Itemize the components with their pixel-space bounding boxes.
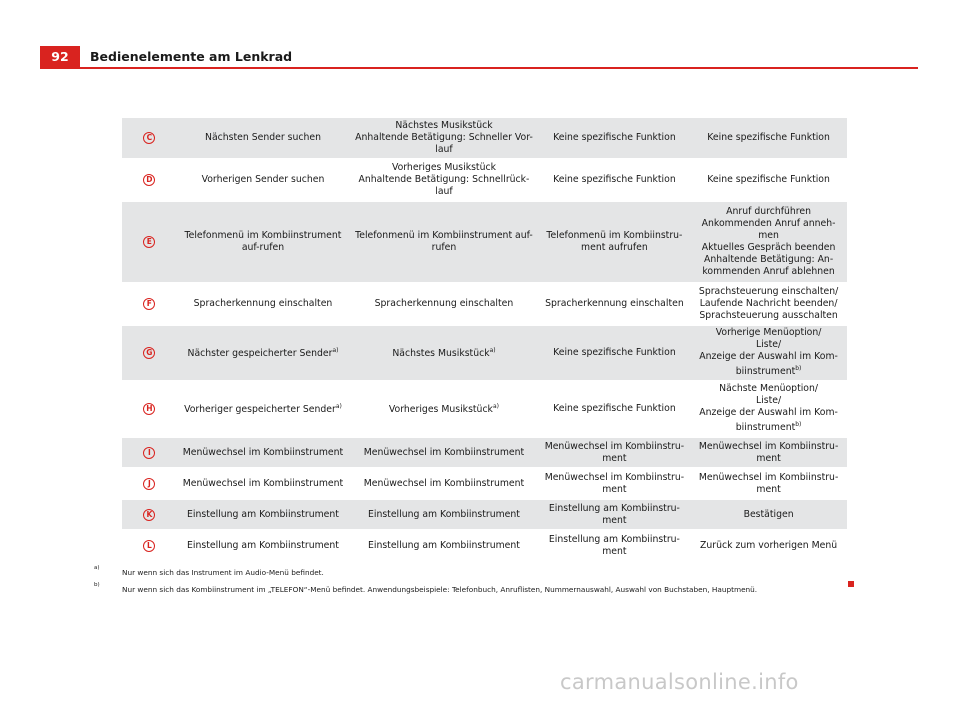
function-text: Einstellung am Kombiinstru-ment [548, 502, 680, 526]
row-key-cell [122, 160, 177, 200]
row-key-cell [122, 118, 177, 158]
table-row [122, 326, 847, 380]
control-letter-icon: I [143, 447, 155, 459]
function-text: Vorheriges Musikstück Anhaltende Betätigung: Schnellrück-lauf [358, 162, 530, 197]
page-header [40, 46, 918, 68]
function-cell [539, 500, 691, 529]
function-text: Spracherkennung einschalten [193, 298, 333, 309]
function-text: Bestätigen [743, 508, 794, 520]
function-cell [539, 202, 691, 282]
row-key-cell [122, 438, 177, 467]
function-cell [539, 160, 691, 200]
control-letter-icon: H [143, 403, 155, 415]
footnote-ref: a) [489, 347, 496, 355]
function-cell [690, 160, 847, 200]
function-text: Telefonmenü im Kombiinstru-ment aufrufen [546, 230, 683, 253]
section-end-marker [848, 581, 854, 587]
table-row [122, 438, 847, 467]
footnote-a-mark: a) [94, 565, 100, 571]
control-letter-icon: K [143, 509, 155, 521]
function-cell [539, 438, 691, 467]
function-cell [539, 284, 691, 324]
function-text: Menüwechsel im Kombiinstrument [182, 477, 344, 489]
function-text: Nächstes Musikstück Anhaltende Betätigung: Schneller Vor-lauf [355, 120, 533, 155]
function-table [122, 116, 847, 562]
function-text: Nächster gespeicherter Sender [187, 348, 333, 360]
function-text: Menüwechsel im Kombiinstru-ment [544, 471, 685, 495]
function-cell [539, 469, 691, 498]
function-text: Einstellung am Kombiinstru-ment [548, 533, 680, 557]
control-letter-icon: D [143, 174, 155, 186]
function-text: Vorheriger gespeicherter Sender [184, 404, 336, 416]
function-text: Telefonmenü im Kombiinstrument auf-rufen [355, 230, 533, 253]
function-cell [690, 326, 847, 380]
function-cell [177, 438, 350, 467]
row-key-cell [122, 382, 177, 436]
function-cell [539, 382, 691, 436]
table-row [122, 382, 847, 436]
footnote-a-text: Nur wenn sich das Instrument im Audio-Menü befindet. [122, 568, 324, 577]
function-text: Nächsten Sender suchen [204, 132, 321, 143]
row-key-cell [122, 469, 177, 498]
control-letter-icon: C [143, 132, 155, 144]
function-text: Vorheriges Musikstück [388, 404, 493, 416]
page-number: 92 [40, 46, 80, 67]
watermark: carmanualsonline.info [560, 670, 799, 694]
table-row [122, 118, 847, 158]
function-cell [690, 531, 847, 560]
footnote-ref: a) [492, 403, 499, 411]
function-text: Menüwechsel im Kombiinstrument [182, 446, 344, 458]
function-text: Telefonmenü im Kombiinstrument auf-rufen [184, 230, 342, 253]
function-text: Anruf durchführen Ankommenden Anruf anneh-men Aktuelles Gespräch beenden Anhaltende Betätigung: An-kommenden Anruf ablehnen [701, 206, 836, 277]
table-row [122, 160, 847, 200]
table-row [122, 531, 847, 560]
footnote-b-text: Nur wenn sich das Kombiinstrument im „TELEFON“-Menü befindet. Anwendungsbeispiele: Telefonbuch, Anruflisten, Nummernauswahl, Auswahl von Buchstaben, Hauptmenü. [122, 585, 758, 594]
row-key-cell [122, 326, 177, 380]
function-text: Menüwechsel im Kombiinstru-ment [698, 440, 839, 464]
function-cell [690, 438, 847, 467]
function-cell [349, 326, 538, 380]
function-cell [690, 284, 847, 324]
function-cell [690, 500, 847, 529]
function-cell [349, 469, 538, 498]
function-text: Einstellung am Kombiinstrument [187, 508, 339, 520]
function-text: Menüwechsel im Kombiinstru-ment [544, 440, 685, 464]
footnote-ref: a) [332, 347, 339, 355]
function-text: Vorherige Menüoption/ Liste/ Anzeige der Auswahl im Kom-biinstrument [699, 327, 838, 378]
row-key-cell [122, 531, 177, 560]
function-cell [177, 118, 350, 158]
row-key-cell [122, 202, 177, 282]
function-text: Einstellung am Kombiinstrument [367, 539, 520, 551]
function-cell [349, 438, 538, 467]
function-text: Nächstes Musikstück [392, 348, 490, 360]
function-cell [539, 326, 691, 380]
control-letter-icon: J [143, 478, 155, 490]
function-cell [177, 326, 350, 380]
function-cell [177, 202, 350, 282]
function-text: Menüwechsel im Kombiinstrument [363, 446, 525, 458]
function-text: Nächste Menüoption/ Liste/ Anzeige der Auswahl im Kom-biinstrument [699, 383, 838, 434]
function-cell [539, 531, 691, 560]
function-cell [690, 382, 847, 436]
function-cell [539, 118, 691, 158]
function-text: Sprachsteuerung einschalten/ Laufende Nachricht beenden/ Sprachsteuerung ausschalten [698, 286, 839, 321]
function-text: Zurück zum vorherigen Menü [700, 539, 838, 551]
row-key-cell [122, 284, 177, 324]
header-rule [40, 67, 918, 69]
control-letter-icon: L [143, 540, 155, 552]
control-letter-icon: F [143, 298, 155, 310]
function-cell [349, 202, 538, 282]
function-text: Keine spezifische Funktion [707, 174, 830, 185]
table-row [122, 202, 847, 282]
function-cell [177, 382, 350, 436]
function-text: Einstellung am Kombiinstrument [367, 508, 520, 520]
control-letter-icon: E [143, 236, 155, 248]
function-cell [349, 160, 538, 200]
function-text: Spracherkennung einschalten [374, 298, 514, 309]
footnote-ref: b) [795, 421, 802, 429]
function-text: Menüwechsel im Kombiinstru-ment [698, 471, 839, 495]
function-cell [349, 284, 538, 324]
function-cell [690, 202, 847, 282]
function-cell [177, 500, 350, 529]
function-text: Vorherigen Sender suchen [201, 174, 325, 185]
function-cell [690, 469, 847, 498]
function-cell [690, 118, 847, 158]
page-title: Bedienelemente am Lenkrad [90, 49, 293, 64]
footnote-ref: a) [335, 403, 342, 411]
table-row [122, 284, 847, 324]
table-row [122, 469, 847, 498]
table-row [122, 500, 847, 529]
function-cell [349, 500, 538, 529]
function-text: Keine spezifische Funktion [553, 132, 676, 143]
function-text: Keine spezifische Funktion [707, 132, 830, 143]
control-letter-icon: G [143, 347, 155, 359]
function-cell [177, 469, 350, 498]
function-text: Einstellung am Kombiinstrument [187, 539, 339, 551]
function-cell [177, 160, 350, 200]
function-cell [349, 531, 538, 560]
footnote-b-mark: b) [94, 582, 100, 588]
function-cell [177, 531, 350, 560]
function-text: Keine spezifische Funktion [553, 347, 676, 358]
function-text: Keine spezifische Funktion [553, 403, 676, 414]
function-text: Menüwechsel im Kombiinstrument [363, 477, 525, 489]
function-cell [349, 118, 538, 158]
footnote-ref: b) [795, 365, 802, 373]
function-cell [177, 284, 350, 324]
function-text: Keine spezifische Funktion [553, 174, 676, 185]
function-text: Spracherkennung einschalten [545, 298, 684, 309]
row-key-cell [122, 500, 177, 529]
function-cell [349, 382, 538, 436]
